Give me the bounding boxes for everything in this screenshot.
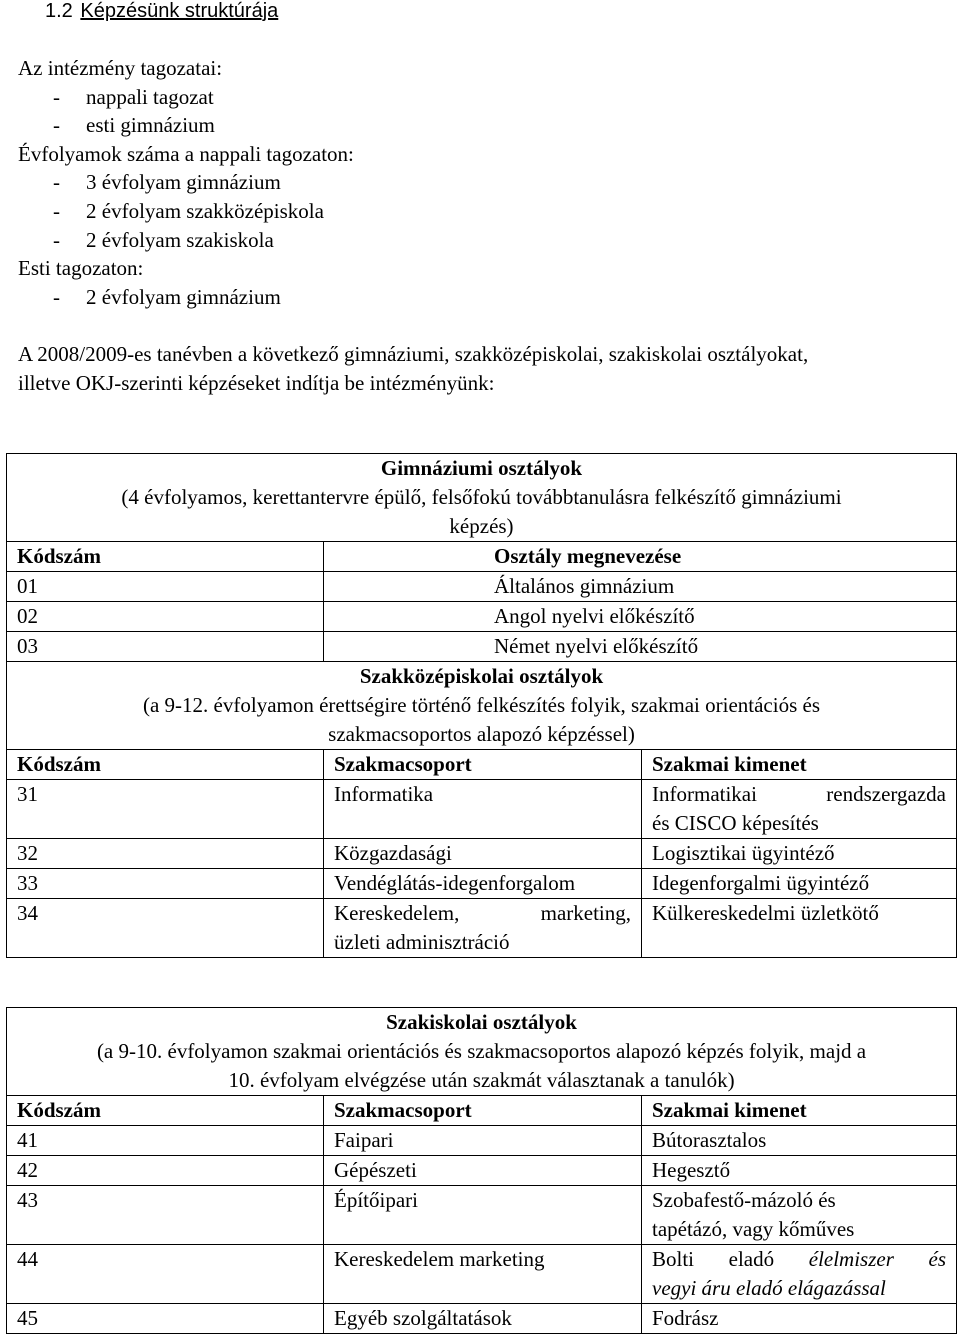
table-row: 42 Gépészeti Hegesztő — [7, 1156, 957, 1186]
table-row: 03 Német nyelvi előkészítő — [7, 632, 957, 662]
gimnazium-caption: Gimnáziumi osztályok (4 évfolyamos, kerettantervre épülő, felsőfokú továbbtanulásra felkészítő gimnáziumi képzés) — [7, 454, 957, 542]
intro-block — [18, 54, 948, 311]
table-header-row: Kódszám Osztály megnevezése — [7, 542, 957, 572]
list-item: - esti gimnázium — [53, 113, 215, 138]
table-row: 34 Kereskedelem, marketing, üzleti adminisztráció Külkereskedelmi üzletkötő — [7, 899, 957, 958]
table-row: 33 Vendéglátás-idegenforgalom Idegenforgalmi ügyintéző — [7, 869, 957, 899]
table-row: 02 Angol nyelvi előkészítő — [7, 602, 957, 632]
list-item: - 2 évfolyam szakközépiskola — [53, 198, 324, 223]
szakkozep-caption: Szakközépiskolai osztályok (a 9-12. évfolyamon érettségire történő felkészítés folyik, szakmai orientációs és szakmacsoportos alapozó képzéssel) — [7, 662, 957, 750]
section-number: 1.2 — [45, 0, 73, 22]
section-heading — [45, 0, 278, 24]
section-title-link[interactable]: Képzésünk struktúrája — [80, 0, 279, 22]
list-item: - 3 évfolyam gimnázium — [53, 170, 281, 195]
list-item: - 2 évfolyam szakiskola — [53, 227, 274, 252]
table-row: 44 Kereskedelem marketing Bolti eladó élelmiszer és vegyi áru eladó elágazással — [7, 1245, 957, 1304]
szakiskola-caption: Szakiskolai osztályok (a 9-10. évfolyamon szakmai orientációs és szakmacsoportos alapozó képzés folyik, majd a 10. évfolyam elvégzése után szakmát választanak a tanulók) — [7, 1008, 957, 1096]
list-item: - 2 évfolyam gimnázium — [53, 284, 281, 309]
table-row: 45 Egyéb szolgáltatások Fodrász — [7, 1304, 957, 1334]
gimnazium-szakkozep-table — [6, 453, 957, 958]
table-row: 41 Faipari Bútorasztalos — [7, 1126, 957, 1156]
szakiskola-table — [6, 1007, 957, 1334]
nappali-label: Évfolyamok száma a nappali tagozaton: — [18, 141, 354, 166]
table-row: 31 Informatika Informatikai rendszergazda és CISCO képesítés — [7, 780, 957, 839]
esti-label: Esti tagozaton: — [18, 256, 144, 281]
table-row: 32 Közgazdasági Logisztikai ügyintéző — [7, 839, 957, 869]
table-row: 01 Általános gimnázium — [7, 572, 957, 602]
table-header-row: Kódszám Szakmacsoport Szakmai kimenet — [7, 1096, 957, 1126]
intro-paragraph: A 2008/2009-es tanévben a következő gimnáziumi, szakközépiskolai, szakiskolai osztályokat, illetve OKJ-szerinti képzéseket indítja be intézményünk: — [18, 342, 809, 395]
tagozatai-label: Az intézmény tagozatai: — [18, 56, 223, 80]
list-item: - nappali tagozat — [53, 84, 214, 109]
table-header-row: Kódszám Szakmacsoport Szakmai kimenet — [7, 750, 957, 780]
table-row: 43 Építőipari Szobafestő-mázoló és tapétázó, vagy kőműves — [7, 1186, 957, 1245]
